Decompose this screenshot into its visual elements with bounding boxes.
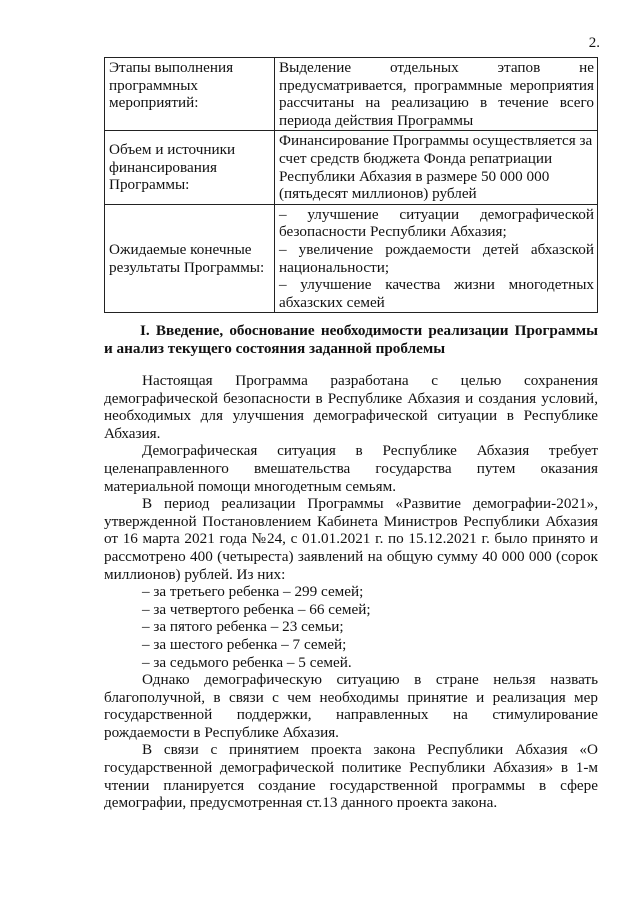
table-row bbox=[105, 204, 598, 313]
program-passport-table bbox=[104, 57, 598, 313]
section-body bbox=[104, 372, 598, 812]
section-heading bbox=[104, 322, 598, 358]
section-heading-line-2: и анализ текущего состояния заданной проблемы bbox=[104, 340, 446, 357]
table-label-cell: Объем и источники финансирования Программы: bbox=[105, 131, 275, 204]
result-item: – увеличение рождаемости детей абхазской национальности; bbox=[279, 240, 594, 276]
paragraph: В период реализации Программы «Развитие демографии-2021», утвержденной Постановлением Кабинета Министров Республики Абхазия от 16 марта 2021 года №24, с 01.01.2021 г. по 15.12.2021 г. было принято и рассмотрено 400 (четыреста) заявлений на общую сумму 40 000 000 (сорок миллионов) рублей. Из них: bbox=[104, 495, 598, 583]
table-value-cell: Финансирование Программы осуществляется за счет средств бюджета Фонда репатриации Республики Абхазия в размере 50 000 000 (пятьдесят миллионов) рублей bbox=[275, 131, 598, 204]
paragraph: Однако демографическую ситуацию в стране нельзя назвать благополучной, в связи с чем необходимы принятие и реализация мер государственной поддержки, направленных на стимулирование рождаемости в Республике Абхазия. bbox=[104, 671, 598, 741]
table-row bbox=[105, 58, 598, 131]
list-item: – за третьего ребенка – 299 семей; bbox=[142, 583, 364, 601]
table-label-cell: Этапы выполнения программных мероприятий: bbox=[105, 58, 275, 131]
result-item: – улучшение качества жизни многодетных абхазских семей bbox=[279, 276, 594, 311]
list-item: – за четвертого ребенка – 66 семей; bbox=[142, 600, 371, 618]
paragraph: Настоящая Программа разработана с целью сохранения демографической безопасности в Республике Абхазия и создания условий, необходимых для улучшения демографической ситуации в Республике Абхазия. bbox=[104, 372, 598, 442]
paragraph: Демографическая ситуация в Республике Абхазия требует целенаправленного вмешательства государства путем оказания материальной помощи многодетным семьям. bbox=[104, 442, 598, 495]
paragraph: В связи с принятием проекта закона Республики Абхазия «О государственной демографической политике Республики Абхазия» в 1-м чтении планируется создание государственной программы в сфере демографии, предусмотренная ст.13 данного проекта закона. bbox=[104, 741, 598, 812]
list-item: – за шестого ребенка – 7 семей; bbox=[142, 635, 347, 653]
list-item: – за седьмого ребенка – 5 семей. bbox=[142, 653, 352, 671]
result-item: – улучшение ситуации демографической безопасности Республики Абхазия; bbox=[279, 205, 594, 241]
table-label-cell: Ожидаемые конечные результаты Программы: bbox=[105, 204, 275, 313]
table-value-cell bbox=[275, 204, 598, 313]
page-number: 2. bbox=[588, 35, 600, 51]
table-value-cell: Выделение отдельных этапов не предусматривается, программные мероприятия рассчитаны на реализацию в течение всего периода действия Программы bbox=[275, 58, 598, 131]
list-item: – за пятого ребенка – 23 семьи; bbox=[142, 618, 344, 636]
families-list bbox=[104, 583, 598, 671]
section-heading-line-1: I. Введение, обоснование необходимости реализации Программы bbox=[140, 322, 598, 339]
table-row bbox=[105, 131, 598, 204]
